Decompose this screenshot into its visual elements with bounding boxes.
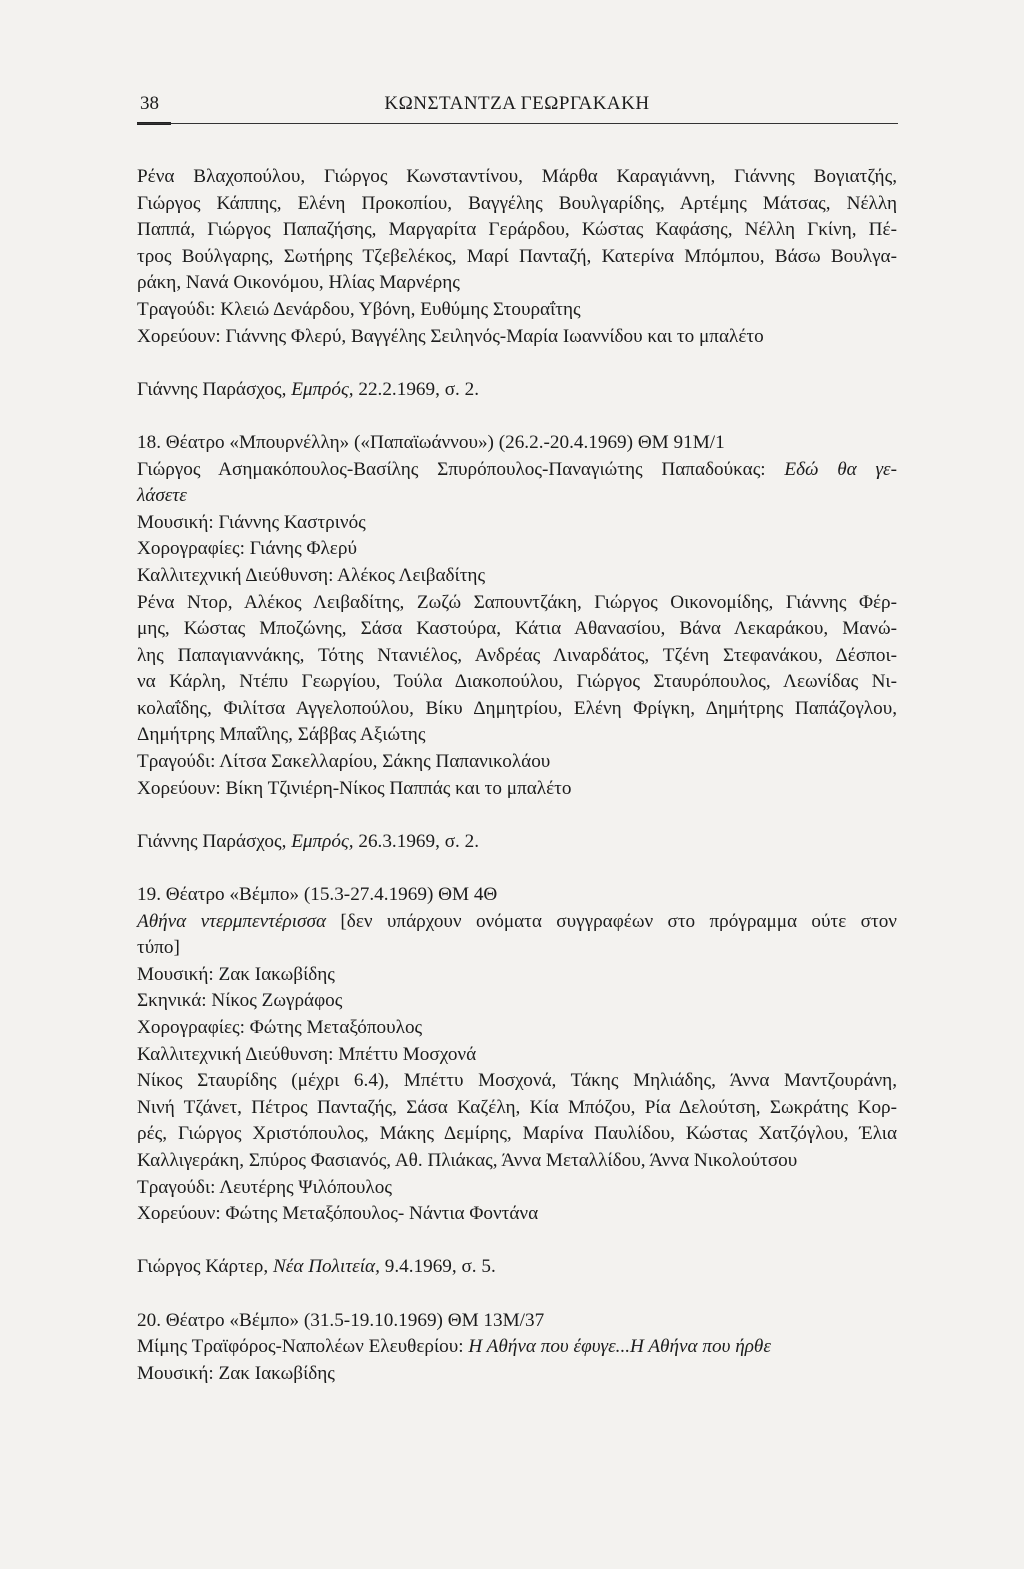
entry-title-part2: λάσετε: [137, 485, 187, 507]
cast-line: ράκη, Νανά Οικονόμου, Ηλίας Μαρνέρης: [137, 272, 460, 294]
spacer: [137, 855, 897, 882]
song-credit: Τραγούδι: Λίτσα Σακελλαρίου, Σάκης Παπανικολάου: [137, 751, 551, 773]
cast-line: Καλλιγεράκη, Σπύρος Φασιανός, Αθ. Πλιάκας, Άννα Μεταλλίδου, Άννα Νικολούτσου: [137, 1149, 798, 1171]
spacer: [137, 802, 897, 829]
cast-line: Παππά, Γιώργος Παπαζήσης, Μαργαρίτα Γεράρδου, Κώστας Καφάσης, Νέλλη Γκίνη, Πέ-: [137, 219, 897, 241]
entry-note-continued: τύπο]: [137, 937, 180, 959]
cast-line: Γιώργος Κάππης, Ελένη Προκοπίου, Βαγγέλης Βουλγαρίδης, Αρτέμης Μάτσας, Νέλλη: [137, 192, 897, 214]
entry-heading: 20. Θέατρο «Βέμπο» (31.5-19.10.1969) ΘΜ 13Μ/37: [137, 1309, 545, 1331]
music-credit: Μουσική: Ζακ Ιακωβίδης: [137, 1362, 335, 1384]
citation: [137, 377, 897, 404]
cast-line: τρος Βούλγαρης, Σωτήρης Τζεβελέκος, Μαρί Πανταζή, Κατερίνα Μπόμπου, Βάσω Βουλγα-: [137, 245, 897, 267]
choreography-credit: Χορογραφίες: Φώτης Μεταξόπουλος: [137, 1017, 423, 1038]
cast-line: λης Παπαγιαννάκης, Τότης Ντανιέλος, Ανδρέας Λιναρδάτος, Τζένη Στεφανάκου, Δέσποι-: [137, 644, 897, 666]
song-credit: Τραγούδι: Κλειώ Δενάρδου, Υβόνη, Ευθύμης Στουραΐτης: [137, 298, 581, 320]
cast-line: να Κάρλη, Ντέπυ Γεωργίου, Τούλα Διακοπούλου, Γιώργος Σταυρόπουλος, Λεωνίδας Νι-: [137, 671, 897, 693]
page-number: 38: [140, 93, 159, 114]
entry-title-continued: [137, 483, 897, 510]
spacer: [137, 1228, 897, 1255]
cast-line: Δημήτρης Μπαΐλης, Σάββας Αξιώτης: [137, 724, 426, 746]
dance-credit: Χορεύουν: Γιάννης Φλερύ, Βαγγέλης Σειληνός-Μαρία Ιωαννίδου και το μπαλέτο: [137, 325, 764, 347]
citation-author: Γιάννης Παράσχος,: [137, 830, 292, 852]
entry-authors: Μίμης Τραϊφόρος-Ναπολέων Ελευθερίου:: [137, 1336, 469, 1358]
entry-title-note: [137, 909, 897, 936]
music-credit: Μουσική: Γιάννης Καστρινός: [137, 511, 366, 533]
spacer: [137, 403, 897, 430]
entry-title: Εδώ θα γε-: [784, 458, 897, 480]
sets-credit: Σκηνικά: Νίκος Ζωγράφος: [137, 990, 343, 1012]
cast-line: Νίκος Σταυρίδης (μέχρι 6.4), Μπέττυ Μοσχονά, Τάκης Μηλιάδης, Άννα Μαντζουράνη,: [137, 1070, 897, 1092]
citation-source: Εμπρός,: [291, 830, 354, 852]
dance-credit: Χορεύουν: Φώτης Μεταξόπουλος- Νάντια Φοντάνα: [137, 1203, 539, 1225]
citation-source: Νέα Πολιτεία,: [272, 1256, 380, 1278]
cast-block-continued: [137, 164, 897, 350]
entry-title: Η Αθήνα που έφυγε...Η Αθήνα που ήρθε: [468, 1336, 771, 1358]
citation-date: 26.3.1969, σ. 2.: [353, 830, 480, 852]
citation-author: Γιάννης Παράσχος,: [137, 378, 292, 400]
choreography-credit: Χορογραφίες: Γιάνης Φλερύ: [137, 538, 357, 560]
entry-18: [137, 430, 897, 802]
citation-source: Εμπρός,: [291, 378, 354, 400]
entry-title: Αθήνα ντερμπεντέρισσα: [137, 910, 327, 932]
cast-line: Ρένα Βλαχοπούλου, Γιώργος Κωνσταντίνου, Μάρθα Καραγιάννη, Γιάννης Βογιατζής,: [137, 166, 897, 187]
cast-line: κολαΐδης, Φιλίτσα Αγγελοπούλου, Βίκυ Δημητρίου, Ελένη Φρίγκη, Δημήτρης Παπάζογλου,: [137, 697, 897, 719]
cast-line: ρές, Γιώργος Χριστόπουλος, Μάκης Δεμίρης, Μαρίνα Παυλίδου, Κώστας Χατζόγλου, Έλια: [137, 1123, 897, 1145]
music-credit: Μουσική: Ζακ Ιακωβίδης: [137, 963, 335, 985]
citation-author: Γιώργος Κάρτερ,: [137, 1256, 273, 1278]
song-credit: Τραγούδι: Λευτέρης Ψιλόπουλος: [137, 1176, 392, 1198]
cast-line: μης, Κώστας Μποζώνης, Σάσα Καστούρα, Κάτια Αθανασίου, Βάνα Λεκαράκου, Μανώ-: [137, 618, 897, 640]
header-rule: [137, 123, 898, 124]
cast-line: Νινή Τζάνετ, Πέτρος Πανταζής, Σάσα Καζέλη, Κία Μπόζου, Ρία Δελούτση, Σωκράτης Κορ-: [137, 1096, 897, 1118]
entry-authors: Γιώργος Ασημακόπουλος-Βασίλης Σπυρόπουλος-Παναγιώτης Παπαδούκας:: [137, 458, 785, 480]
direction-credit: Καλλιτεχνική Διεύθυνση: Αλέκος Λειβαδίτης: [137, 564, 486, 586]
entry-authors-title: [137, 457, 897, 484]
citation: [137, 1254, 897, 1281]
cast-line: Ρένα Ντορ, Αλέκος Λειβαδίτης, Ζωζώ Σαπουντζάκη, Γιώργος Οικονομίδης, Γιάννης Φέρ-: [137, 591, 897, 613]
spacer: [137, 350, 897, 377]
spacer: [137, 1281, 897, 1308]
entry-heading: 19. Θέατρο «Βέμπο» (15.3-27.4.1969) ΘΜ 4Θ: [137, 884, 498, 906]
entry-19: [137, 882, 897, 1228]
citation-date: 22.2.1969, σ. 2.: [353, 378, 480, 400]
citation-date: 9.4.1969, σ. 5.: [379, 1256, 496, 1278]
entry-20: [137, 1308, 897, 1388]
entry-note: [δεν υπάρχουν ονόματα συγγραφέων στο πρόγραμμα ούτε στον: [326, 910, 897, 932]
citation: [137, 829, 897, 856]
direction-credit: Καλλιτεχνική Διεύθυνση: Μπέττυ Μοσχονά: [137, 1043, 477, 1065]
entry-authors-title: [137, 1334, 897, 1361]
running-title: ΚΩΝΣΤΑΝΤΖΑ ΓΕΩΡΓΑΚΑΚΗ: [384, 93, 650, 114]
entry-heading: 18. Θέατρο «Μπουρνέλλη» («Παπαϊωάννου») (26.2.-20.4.1969) ΘΜ 91Μ/1: [137, 431, 725, 453]
page-header: [137, 93, 897, 123]
dance-credit: Χορεύουν: Βίκη Τζινιέρη-Νίκος Παππάς και το μπαλέτο: [137, 777, 572, 799]
page-body: [137, 164, 897, 1387]
